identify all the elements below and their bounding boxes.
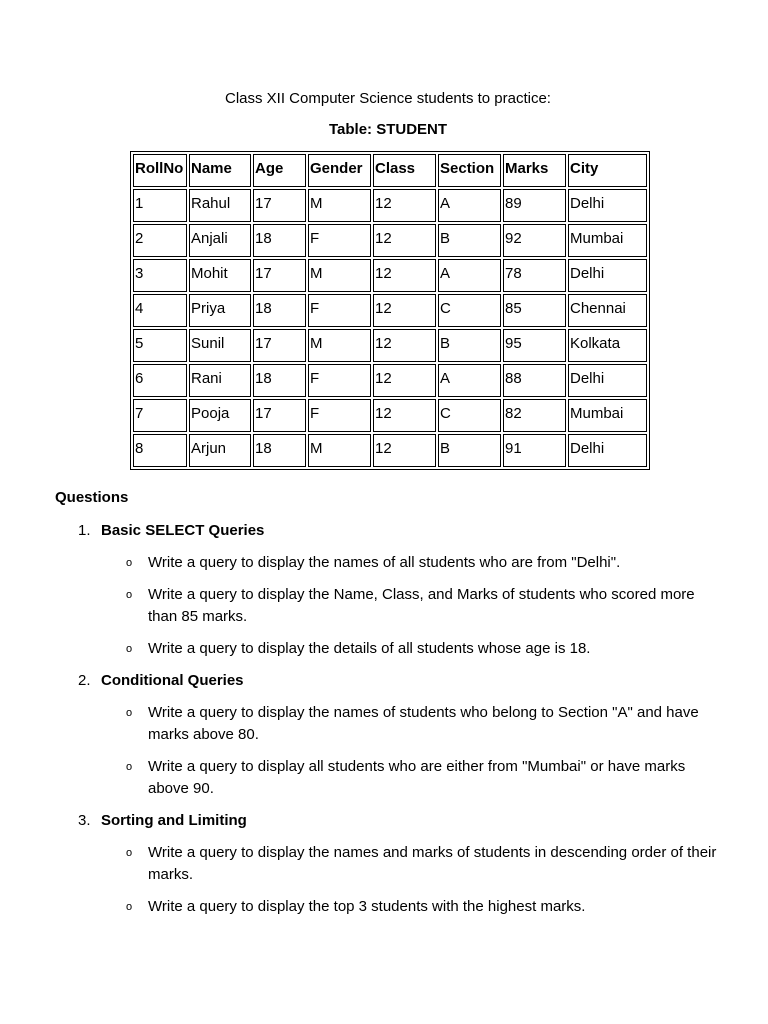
table-cell: Rahul <box>189 189 251 222</box>
table-cell: 12 <box>373 364 436 397</box>
list-item <box>0 638 723 660</box>
bullet-icon: o <box>126 589 133 601</box>
table-row <box>133 224 647 257</box>
table-cell: C <box>438 399 501 432</box>
question-text: Write a query to display the names of all students who are from "Delhi". <box>148 554 621 571</box>
table-cell: 7 <box>133 399 187 432</box>
table-cell: 78 <box>503 259 566 292</box>
table-cell: 12 <box>373 434 436 467</box>
table-cell: 12 <box>373 224 436 257</box>
table-cell: M <box>308 189 371 222</box>
list-item <box>0 702 723 746</box>
table-row <box>133 399 647 432</box>
table-cell: 89 <box>503 189 566 222</box>
table-cell: Delhi <box>568 189 647 222</box>
student-table <box>130 151 650 470</box>
table-cell: 92 <box>503 224 566 257</box>
table-cell: 17 <box>253 259 306 292</box>
table-cell: 18 <box>253 364 306 397</box>
section-title-text: Conditional Queries <box>101 672 244 689</box>
table-header-cell: Name <box>189 154 251 187</box>
table-header-row <box>133 154 647 187</box>
section-title <box>0 670 768 692</box>
table-cell: 12 <box>373 329 436 362</box>
question-text: Write a query to display the top 3 students with the highest marks. <box>148 898 586 915</box>
table-cell: Delhi <box>568 259 647 292</box>
section-title <box>0 520 768 542</box>
table-cell: 17 <box>253 399 306 432</box>
bullet-icon: o <box>126 557 133 569</box>
table-cell: Kolkata <box>568 329 647 362</box>
table-cell: 2 <box>133 224 187 257</box>
question-text: Write a query to display the names and marks of students in descending order of their marks. <box>148 844 717 883</box>
table-cell: A <box>438 189 501 222</box>
section-number: 2. <box>78 672 91 689</box>
bullet-icon: o <box>126 761 133 773</box>
bullet-icon: o <box>126 901 133 913</box>
question-section <box>0 520 768 660</box>
table-cell: Delhi <box>568 434 647 467</box>
table-cell: 12 <box>373 399 436 432</box>
table-cell: F <box>308 224 371 257</box>
table-cell: 6 <box>133 364 187 397</box>
table-header-cell: Gender <box>308 154 371 187</box>
table-cell: M <box>308 434 371 467</box>
section-number: 1. <box>78 522 91 539</box>
table-cell: 3 <box>133 259 187 292</box>
table-cell: Pooja <box>189 399 251 432</box>
table-row <box>133 259 647 292</box>
table-cell: Chennai <box>568 294 647 327</box>
list-item <box>0 552 723 574</box>
table-cell: 18 <box>253 294 306 327</box>
table-cell: 95 <box>503 329 566 362</box>
bullet-icon: o <box>126 643 133 655</box>
table-cell: F <box>308 294 371 327</box>
question-section <box>0 810 768 918</box>
list-item <box>0 756 723 800</box>
table-cell: 18 <box>253 224 306 257</box>
table-cell: F <box>308 399 371 432</box>
table-cell: 12 <box>373 189 436 222</box>
table-cell: C <box>438 294 501 327</box>
table-cell: 91 <box>503 434 566 467</box>
bullet-icon: o <box>126 847 133 859</box>
table-cell: A <box>438 364 501 397</box>
section-number: 3. <box>78 812 91 829</box>
question-text: Write a query to display all students who are either from "Mumbai" or have marks above 90. <box>148 758 686 797</box>
table-row <box>133 294 647 327</box>
table-cell: Delhi <box>568 364 647 397</box>
table-cell: M <box>308 259 371 292</box>
table-cell: Sunil <box>189 329 251 362</box>
list-item <box>0 584 723 628</box>
table-row <box>133 329 647 362</box>
table-row <box>133 189 647 222</box>
table-header-cell: Class <box>373 154 436 187</box>
section-title <box>0 810 768 832</box>
table-cell: 85 <box>503 294 566 327</box>
table-cell: Anjali <box>189 224 251 257</box>
table-cell: 17 <box>253 189 306 222</box>
table-header-cell: Section <box>438 154 501 187</box>
question-section <box>0 670 768 800</box>
table-cell: B <box>438 434 501 467</box>
table-cell: 82 <box>503 399 566 432</box>
table-cell: Mumbai <box>568 224 647 257</box>
table-cell: 8 <box>133 434 187 467</box>
table-header-cell: Marks <box>503 154 566 187</box>
table-header-cell: Age <box>253 154 306 187</box>
question-text: Write a query to display the details of all students whose age is 18. <box>148 640 591 657</box>
list-item <box>0 896 723 918</box>
table-cell: M <box>308 329 371 362</box>
table-header-cell: City <box>568 154 647 187</box>
table-cell: 88 <box>503 364 566 397</box>
table-cell: 12 <box>373 294 436 327</box>
table-cell: 12 <box>373 259 436 292</box>
question-text: Write a query to display the Name, Class, and Marks of students who scored more than 85 marks. <box>148 586 695 625</box>
table-title: Table: STUDENT <box>328 121 448 138</box>
section-title-text: Sorting and Limiting <box>101 812 247 829</box>
table-cell: F <box>308 364 371 397</box>
questions-heading: Questions <box>55 489 129 506</box>
table-cell: B <box>438 329 501 362</box>
question-text: Write a query to display the names of students who belong to Section "A" and have marks above 80. <box>148 704 699 743</box>
table-cell: Arjun <box>189 434 251 467</box>
intro-text: Class XII Computer Science students to practice: <box>225 90 551 107</box>
table-cell: Rani <box>189 364 251 397</box>
table-cell: 18 <box>253 434 306 467</box>
table-cell: A <box>438 259 501 292</box>
table-cell: 17 <box>253 329 306 362</box>
questions-list <box>0 520 768 928</box>
table-row <box>133 434 647 467</box>
table-cell: B <box>438 224 501 257</box>
table-cell: Mumbai <box>568 399 647 432</box>
table-cell: 4 <box>133 294 187 327</box>
list-item <box>0 842 723 886</box>
table-cell: Mohit <box>189 259 251 292</box>
table-cell: Priya <box>189 294 251 327</box>
section-title-text: Basic SELECT Queries <box>101 522 265 539</box>
table-header-cell: RollNo <box>133 154 187 187</box>
table-cell: 1 <box>133 189 187 222</box>
table-cell: 5 <box>133 329 187 362</box>
bullet-icon: o <box>126 707 133 719</box>
table-row <box>133 364 647 397</box>
